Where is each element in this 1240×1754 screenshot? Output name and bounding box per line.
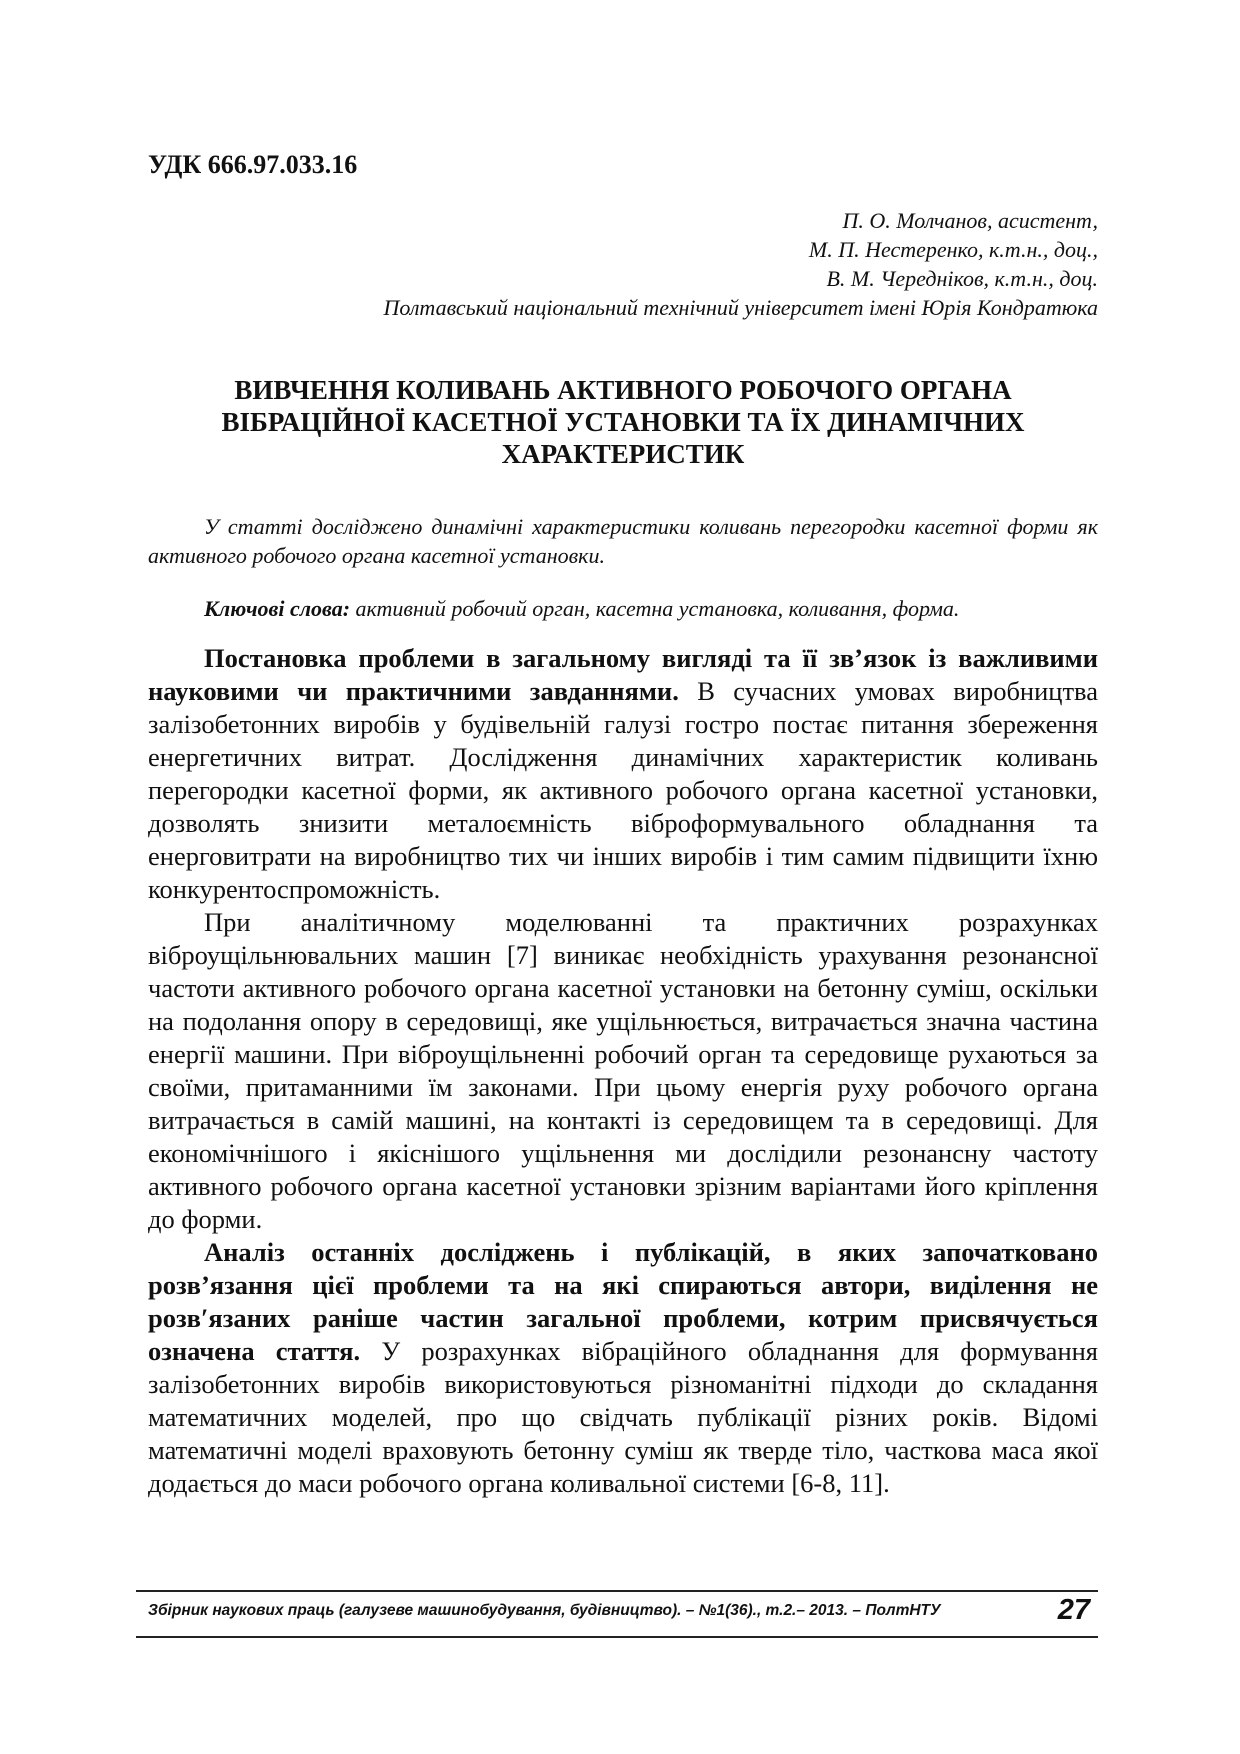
section-heading-2: Аналіз останніх досліджень і публікацій, в яких започатковано розв’язання цієї проблеми та на які спираються автори, виділення не розв′язаних раніше частин загальної проблеми, котрим присвячується означена стаття.: [148, 1237, 1098, 1366]
journal-citation: Збірник наукових праць (галузеве машинобудування, будівництво). – №1(36)., т.2.– 2013. – ПолтНТУ: [148, 1602, 941, 1619]
author-2: М. П. Нестеренко, к.т.н., доц.,: [808, 237, 1098, 262]
title-line-1: ВИВЧЕННЯ КОЛИВАНЬ АКТИВНОГО РОБОЧОГО ОРГАНА: [234, 375, 1012, 405]
abstract: У статті досліджено динамічні характеристики коливань перегородки касетної форми як активного робочого органа касетної установки.: [148, 514, 1098, 568]
body-text: [148, 642, 1098, 1500]
paragraph-1-text: В сучасних умовах виробництва залізобетонних виробів у будівельній галузі гостро постає питання збереження енергетичних витрат. Дослідження динамічних характеристик коливань перегородки касетної форми, як активного робочого органа касетної установки, дозволять знизити металоємність віброформувального обладнання та енерговитрати на виробництво тих чи інших виробів і тим самим підвищити їхню конкурентоспроможність.: [148, 676, 1098, 904]
author-3: В. М. Чередніков, к.т.н., доц.: [826, 266, 1098, 291]
paragraph-1: [148, 642, 1098, 906]
author-block: [148, 206, 1098, 322]
udc-code: УДК 666.97.033.16: [148, 150, 358, 179]
section-heading-1: Постановка проблеми в загальному вигляді та її зв’язок із важливими науковими чи практичними завданнями.: [148, 643, 1098, 706]
keywords-text: активний робочий орган, касетна установка, коливання, форма.: [350, 596, 960, 621]
paper-title: [148, 374, 1098, 470]
title-line-2: ВІБРАЦІЙНОЇ КАСЕТНОЇ УСТАНОВКИ ТА ЇХ ДИНАМІЧНИХ: [221, 407, 1025, 437]
page-number: 27: [1057, 1594, 1090, 1626]
affiliation: Полтавський національний технічний університет імені Юрія Кондратюка: [383, 295, 1098, 320]
paragraph-3-text: У розрахунках вібраційного обладнання для формування залізобетонних виробів використовуються різноманітні підходи до складання математичних моделей, про що свідчать публікації різних років. Відомі математичні моделі враховують бетонну суміш як тверде тіло, часткова маса якої додається до маси робочого органа коливальної системи [6-8, 11].: [148, 1336, 1098, 1498]
paragraph-3: [148, 1236, 1098, 1500]
keywords-label: Ключові слова:: [204, 596, 351, 621]
keywords: [148, 594, 1098, 623]
page-footer: [136, 1590, 1098, 1638]
title-line-3: ХАРАКТЕРИСТИК: [501, 439, 745, 469]
paper-page: [148, 0, 1098, 1754]
author-1: П. О. Молчанов, асистент,: [842, 208, 1098, 233]
paragraph-2: [148, 906, 1098, 1236]
paragraph-2-text: При аналітичному моделюванні та практичних розрахунках віброущільнювальних машин [7] виникає необхідність урахування резонансної частоти активного робочого органа касетної установки на бетонну суміш, оскільки на подолання опору в середовищі, яке ущільнюється, витрачається значна частина енергії машини. При віброущільненні робочий орган та середовище рухаються за своїми, притаманними їм законами. При цьому енергія руху робочого органа витрачається в самій машині, на контакті із середовищем та в середовищі. Для економічнішого і якіснішого ущільнення ми дослідили резонансну частоту активного робочого органа касетної установки зрізним варіантами його кріплення до форми.: [148, 907, 1098, 1234]
